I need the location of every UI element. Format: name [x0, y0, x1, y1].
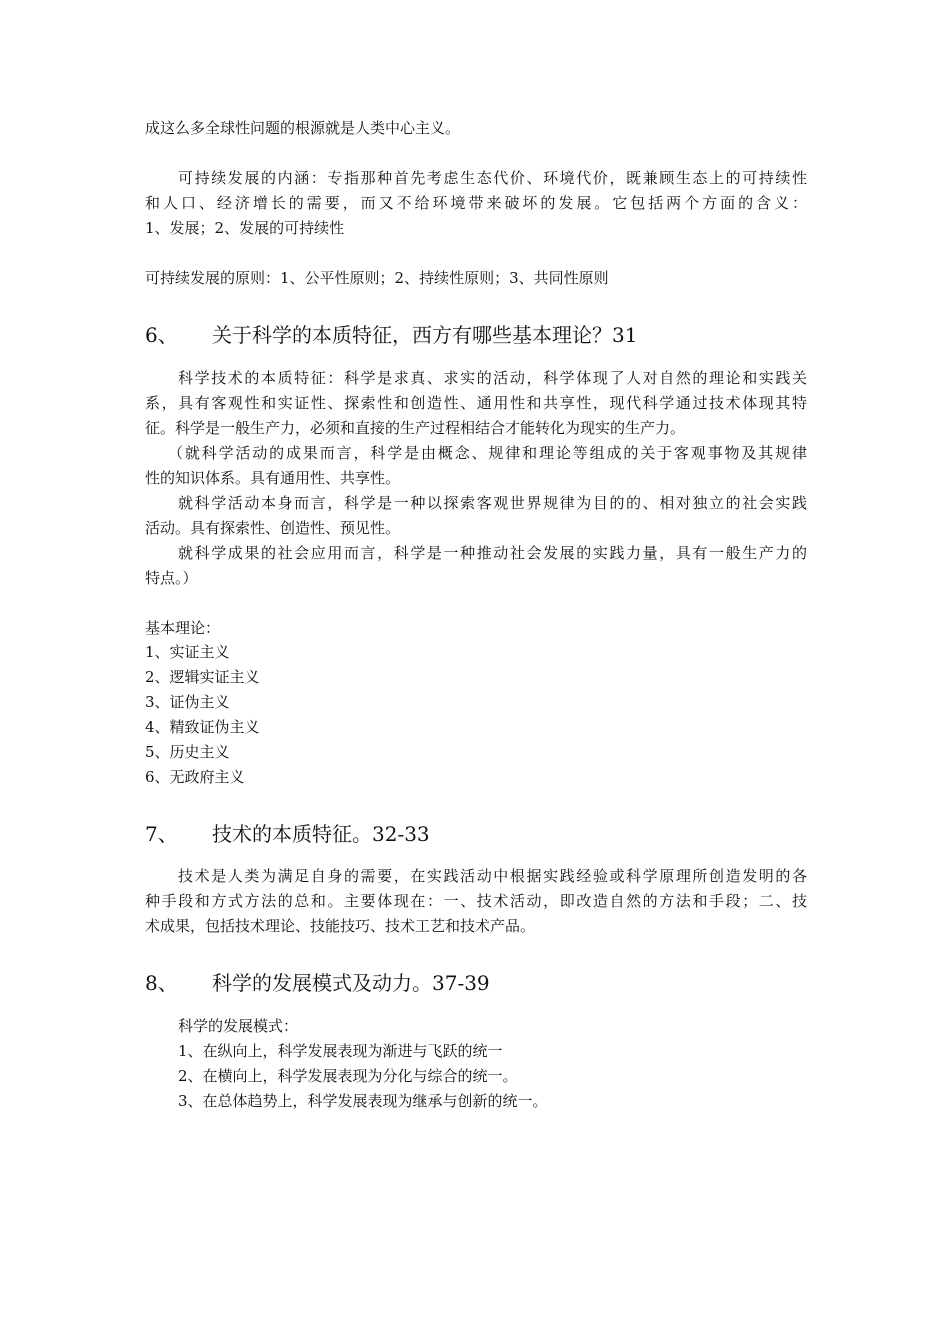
s6-p3-line-2: 活动。具有探索性、创造性、预见性。 [145, 519, 401, 537]
s6-p1-line-2: 系，具有客观性和实证性、探索性和创造性、通用性和共享性，现代科学通过技术体现其特 [145, 394, 807, 412]
s6-p3-line-1: 就科学活动本身而言，科学是一种以探索客观世界规律为目的的、相对独立的社会实践 [178, 494, 807, 512]
theory-item: 1、实证主义 [145, 643, 230, 661]
theory-item: 3、证伪主义 [145, 693, 230, 711]
theory-item: 5、历史主义 [145, 743, 230, 761]
section-7-title: 技术的本质特征。32-33 [212, 822, 430, 846]
s6-p1-line-1: 科学技术的本质特征：科学是求真、求实的活动，科学体现了人对自然的理论和实践关 [178, 369, 807, 387]
s6-p4-line-1: 就科学成果的社会应用而言，科学是一种推动社会发展的实践力量，具有一般生产力的 [178, 544, 807, 562]
intro-line: 成这么多全球性问题的根源就是人类中心主义。 [145, 119, 461, 137]
s7-p1-line-3: 术成果，包括技术理论、技能技巧、技术工艺和技术产品。 [145, 917, 536, 935]
sustainable-definition-line-3: 1、发展；2、发展的可持续性 [145, 219, 345, 237]
s6-p4-line-2: 特点。） [145, 569, 198, 587]
development-mode-item: 3、在总体趋势上，科学发展表现为继承与创新的统一。 [178, 1092, 548, 1110]
section-8-heading [145, 970, 490, 996]
section-7-heading [145, 821, 430, 847]
section-7-number: 7、 [145, 822, 178, 846]
theory-item: 4、精致证伪主义 [145, 718, 260, 736]
sustainable-definition-line-2: 和人口、经济增长的需要，而又不给环境带来破坏的发展。它包括两个方面的含义： [145, 194, 807, 212]
sustainable-principles: 可持续发展的原则：1、公平性原则；2、持续性原则；3、共同性原则 [145, 269, 609, 287]
section-8-title: 科学的发展模式及动力。37-39 [212, 971, 490, 995]
s7-p1-line-1: 技术是人类为满足自身的需要，在实践活动中根据实践经验或科学原理所创造发明的各 [178, 867, 807, 885]
theory-item: 6、无政府主义 [145, 768, 245, 786]
s6-p1-line-3: 征。科学是一般生产力，必须和直接的生产过程相结合才能转化为现实的生产力。 [145, 419, 686, 437]
theories-label: 基本理论： [145, 619, 221, 637]
section-6-title: 关于科学的本质特征，西方有哪些基本理论？31 [212, 323, 638, 347]
section-6-heading [145, 322, 637, 348]
sustainable-definition-line-1: 可持续发展的内涵：专指那种首先考虑生态代价、环境代价，既兼顾生态上的可持续性 [178, 169, 807, 187]
development-mode-item: 2、在横向上，科学发展表现为分化与综合的统一。 [178, 1067, 518, 1085]
s6-p2-line-2: 性的知识体系。具有通用性、共享性。 [145, 469, 401, 487]
development-mode-label: 科学的发展模式： [178, 1017, 299, 1035]
theory-item: 2、逻辑实证主义 [145, 668, 260, 686]
s7-p1-line-2: 种手段和方式方法的总和。主要体现在：一、技术活动，即改造自然的方法和手段；二、技 [145, 892, 807, 910]
section-6-number: 6、 [145, 323, 178, 347]
development-mode-item: 1、在纵向上，科学发展表现为渐进与飞跃的统一 [178, 1042, 503, 1060]
section-8-number: 8、 [145, 971, 178, 995]
s6-p2-line-1: （就科学活动的成果而言，科学是由概念、规律和理论等组成的关于客观事物及其规律 [168, 444, 807, 462]
